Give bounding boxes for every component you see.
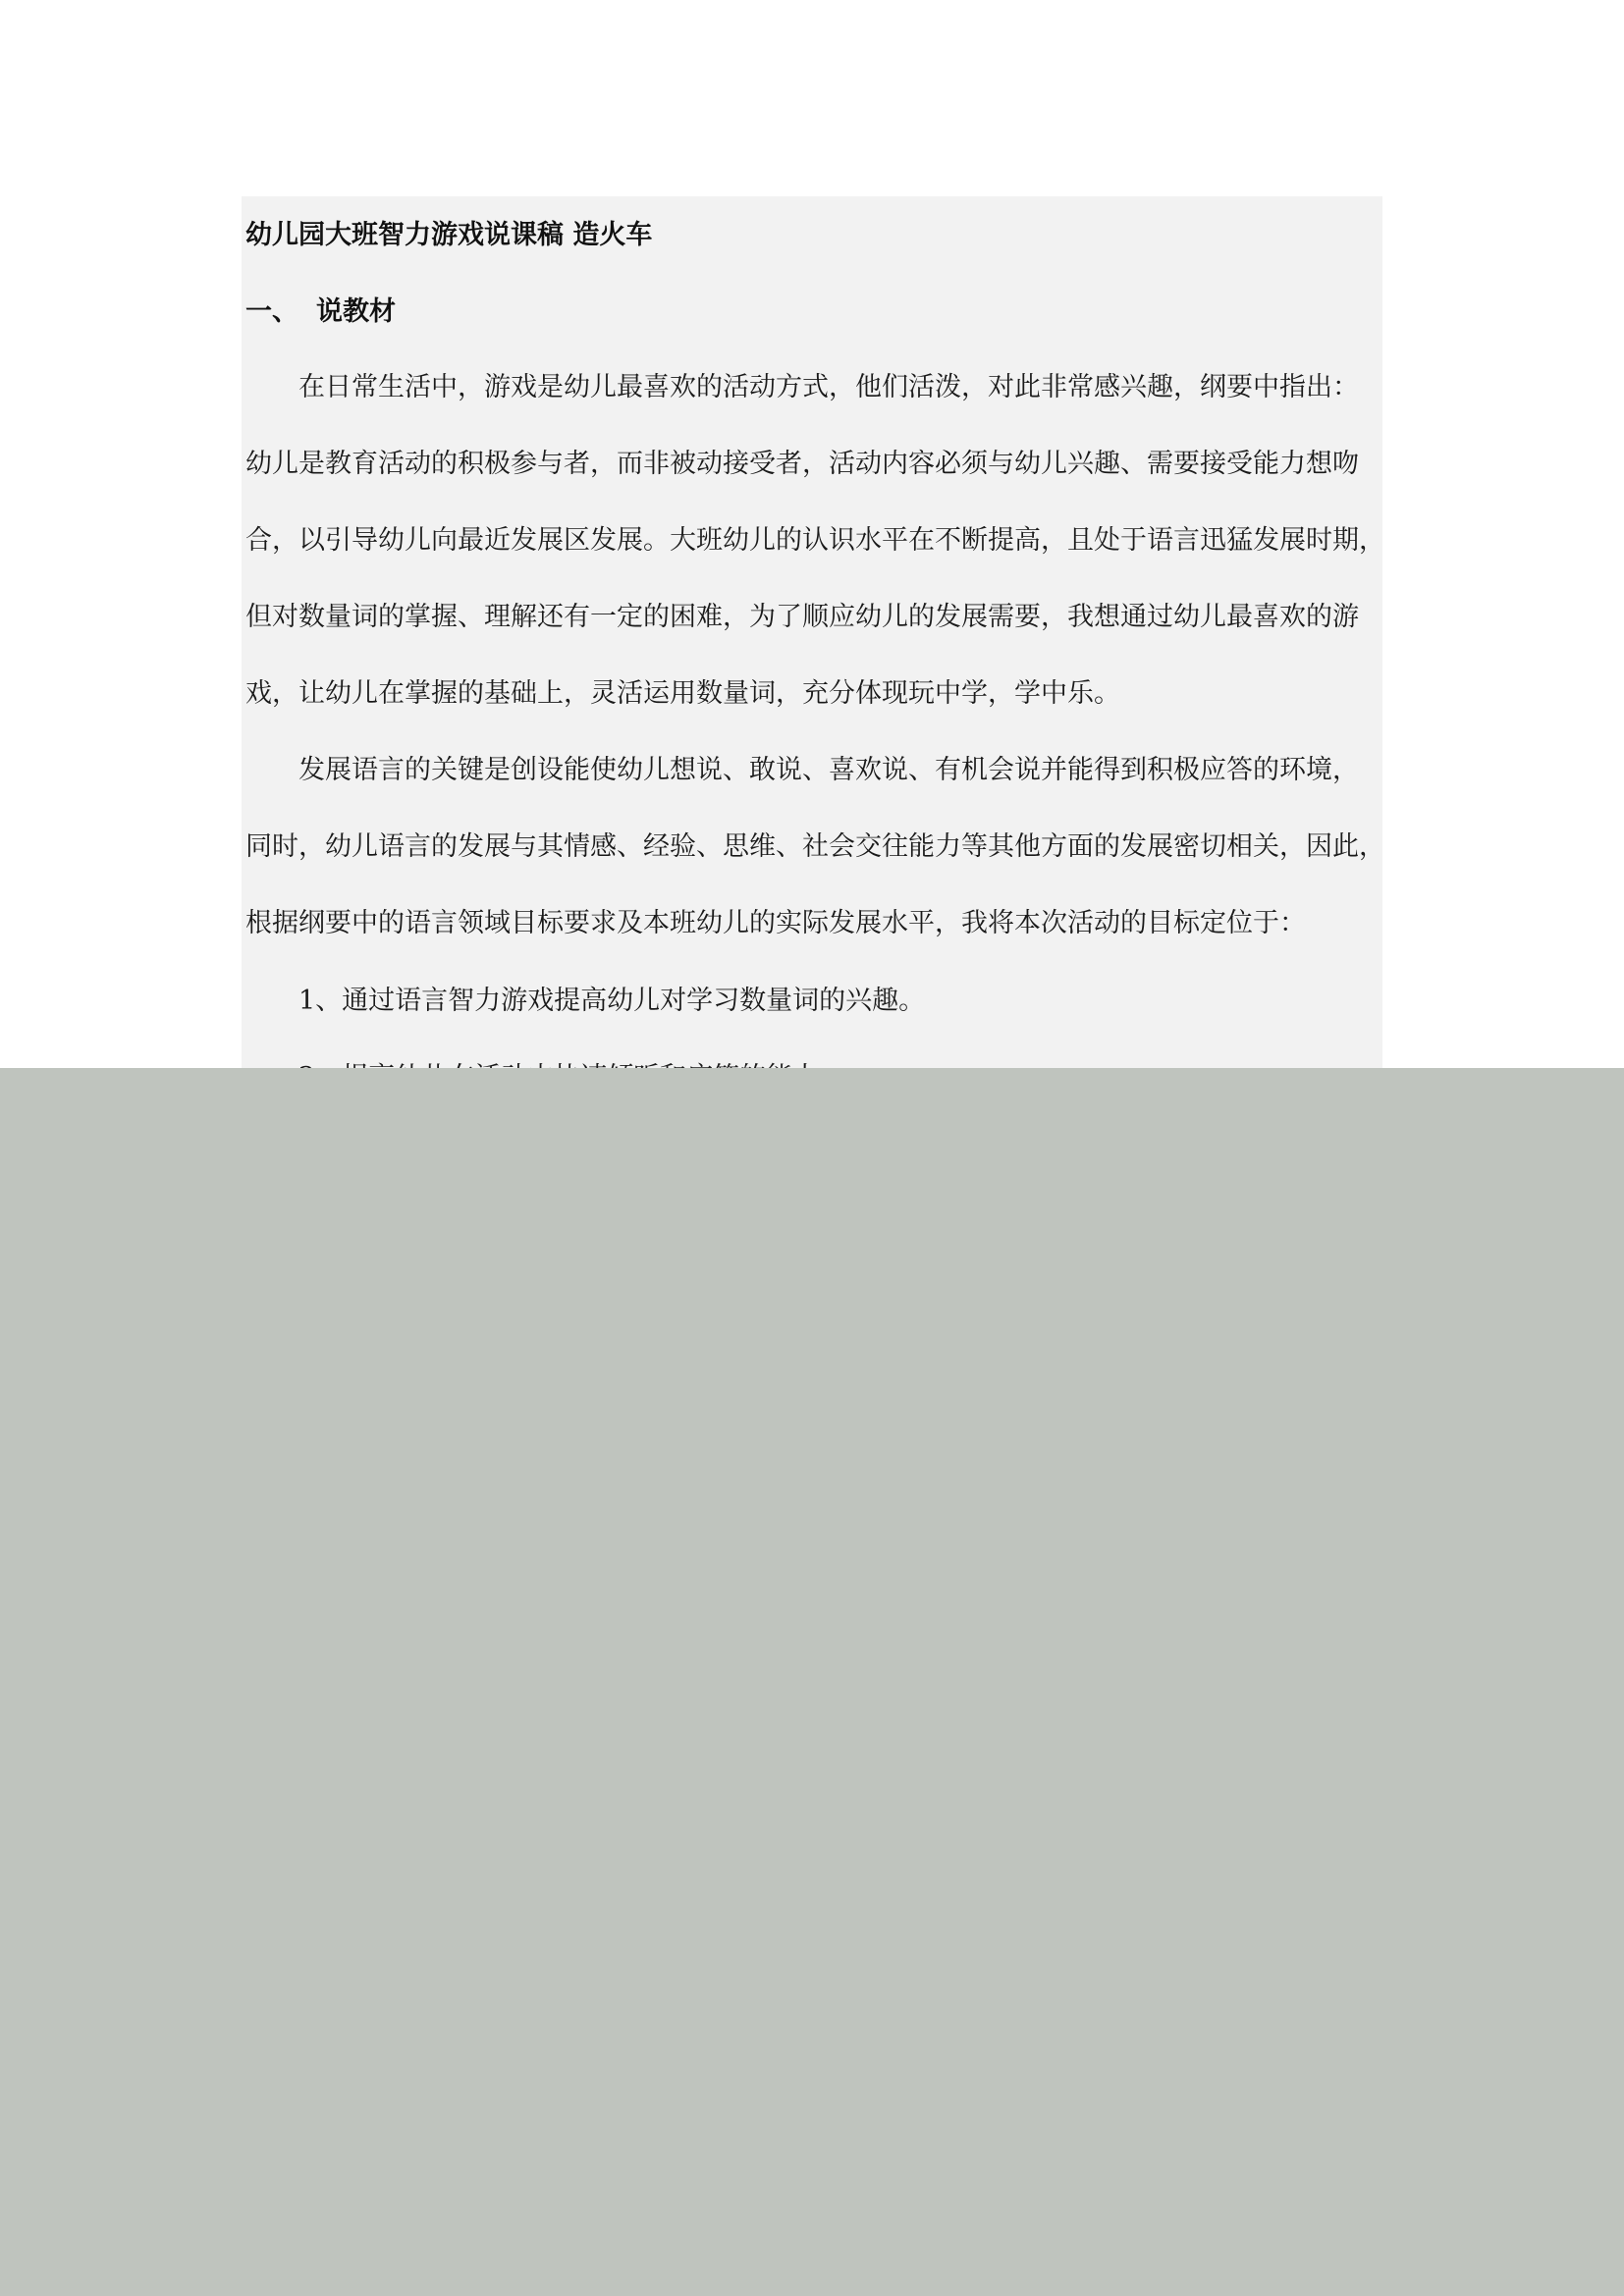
document-title: 幼儿园大班智力游戏说课稿 造火车: [245, 220, 653, 250]
goal-item: 1、通过语言智力游戏提高幼儿对学习数量词的兴趣。: [298, 986, 926, 1016]
section-title: 说教材: [316, 296, 396, 327]
paragraph-line: 但对数量词的掌握、理解还有一定的困难，为了顺应幼儿的发展需要，我想通过幼儿最喜欢的游: [245, 602, 1359, 632]
paragraph-line: 合，以引导幼儿向最近发展区发展。大班幼儿的认识水平在不断提高，且处于语言迅猛发展时期，: [245, 525, 1385, 556]
paragraph-line: 戏，让幼儿在掌握的基础上，灵活运用数量词，充分体现玩中学，学中乐。: [245, 678, 1120, 709]
page-overlay: [0, 1068, 1624, 2296]
section-number: 一、: [245, 296, 298, 327]
paragraph-line: 在日常生活中，游戏是幼儿最喜欢的活动方式，他们活泼，对此非常感兴趣，纲要中指出：: [298, 372, 1359, 402]
paragraph-line: 幼儿是教育活动的积极参与者，而非被动接受者，活动内容必须与幼儿兴趣、需要接受能力想吻: [245, 449, 1359, 479]
paragraph-line: 发展语言的关键是创设能使幼儿想说、敢说、喜欢说、有机会说并能得到积极应答的环境，: [298, 755, 1359, 785]
paragraph-line: 同时，幼儿语言的发展与其情感、经验、思维、社会交往能力等其他方面的发展密切相关，因此，: [245, 831, 1385, 862]
goal-list: [242, 0, 1385, 1068]
paragraph-line: 根据纲要中的语言领域目标要求及本班幼儿的实际发展水平，我将本次活动的目标定位于：: [245, 908, 1306, 938]
